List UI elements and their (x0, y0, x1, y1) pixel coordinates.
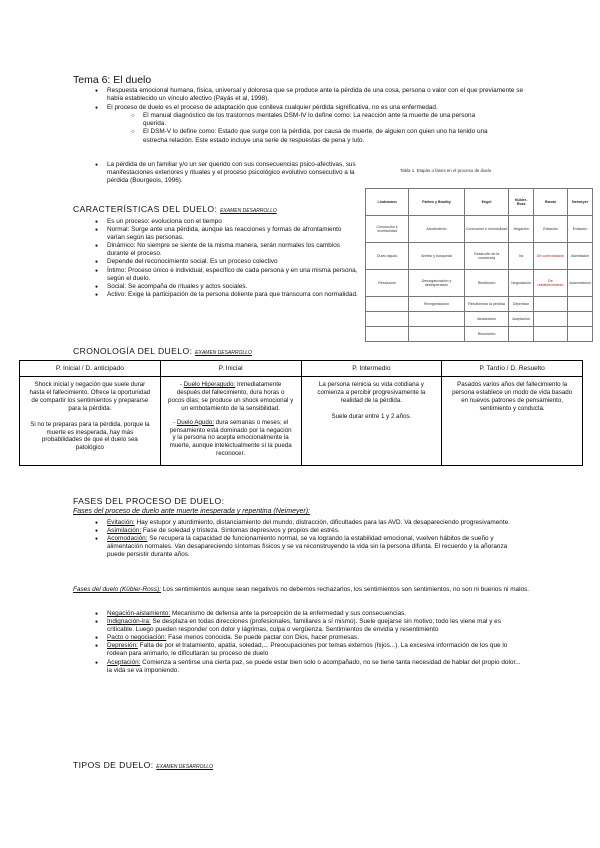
chronology-text: Pasados varios años del fallecimiento la persona establece un modo de vida basado en nuevos patrones de pensamiento, sentimiento y conducta. (452, 381, 573, 412)
stages-cell (366, 297, 409, 312)
chronology-cell (301, 377, 442, 466)
chronology-text: Shock inicial y negación que suele durar hasta el fallecimiento. Ofrece la oportunidad de compartir los sentimientos y prepararse para la pérdida. (29, 381, 151, 412)
chronology-table (19, 360, 583, 466)
intro-bullet-text: La pérdida de un familiar y/o un ser querido con sus consecuencias psico-afectivas, sus manifestaciones exteriores y rituales y el proceso psicológico evolutivo consecutivo a la pérdida (Bourgeois, 1996). (107, 161, 356, 185)
stages-cell: Conmoción e incredulidad (366, 216, 409, 243)
stages-header-cell: Rando (533, 189, 567, 216)
intro-subbullet: ○ El DSM-V lo define como: Estado que surge con la pérdida, por causa de muerte, de alguien con quien uno ha tenido una estrecha relación. Este estado incluye una serie de respuestas de pena y luto. (129, 128, 489, 144)
neimeyer-item (95, 527, 520, 535)
stages-cell (568, 312, 593, 327)
phase-desc: Mecanismo de defensa ante la percepción de la enfermedad y sus consecuencias. (170, 610, 407, 617)
chronology-header-cell: P. Inicial / D. anticipado (20, 361, 161, 377)
intro-bullet-text: El proceso de duelo es el proceso de adaptación que conlleva cualquier pérdida significativa, no es una enfermedad. (107, 104, 438, 112)
kubler-item (95, 659, 525, 675)
phase-desc: Fase menos conocida. Se puede pactar con Dios, hacer promesas. (166, 634, 359, 642)
kubler-intro: Los sentimientos aunque sean negativos no debemos rechazarlos, los sentimientos son sentimientos, no son ni buenos ni malos. (160, 586, 530, 593)
stages-cell: Evitación (533, 216, 567, 243)
neimeyer-item (95, 519, 520, 527)
stages-cell: Conmoción e incredulidad (464, 216, 509, 243)
characteristics-heading-text: CARACTERÍSTICAS DEL DUELO: (73, 204, 218, 214)
neimeyer-title: Fases del proceso de duelo ante muerte inesperada y repentina (Neimeyer): (73, 508, 310, 515)
stages-cell (533, 312, 567, 327)
phase-term: Indignación-ira: (107, 618, 151, 626)
phase-term: Acomodación: (107, 535, 148, 543)
intro-section (95, 87, 535, 145)
stages-cell (366, 327, 409, 342)
stages-cell (366, 312, 409, 327)
phases-heading: FASES DEL PROCESO DE DUELO: (73, 496, 225, 506)
stages-cell: Desarrollo de la conciencia (464, 243, 509, 270)
exam-tag: EXAMEN DESARROLLO (195, 350, 252, 356)
stages-cell (568, 297, 593, 312)
intro-subbullet: ○ El manual diagnóstico de los trastornos mentales DSM-IV lo define como: La reacción ante la muerte de una persona querida. (129, 112, 489, 128)
chronology-header-cell: P. Inicial (160, 361, 301, 377)
characteristics-list (95, 218, 360, 299)
stages-cell (533, 327, 567, 342)
characteristic-item: ● Dinámico: No siempre se siente de la misma manera, serán normales los cambios durante el proceso. (95, 242, 360, 258)
kubler-title: Fases del duelo (Kübler-Ross): (73, 586, 161, 593)
phase-term: Asimilación: (107, 527, 142, 535)
phase-term: Aceptación: (107, 658, 141, 666)
kubler-item (95, 610, 525, 618)
characteristic-item: ● Normal: Surge ante una pérdida, aunque las reacciones y formas de afrontamiento varían según las personas. (95, 226, 360, 242)
stages-cell: Ira (509, 243, 533, 270)
stages-cell: Restitución (464, 270, 509, 297)
phase-term: Negación-aislamiento: (107, 610, 171, 617)
phase-desc: Falta de por el tratamiento, apatía, soledad,... Preocupaciones por temas externos (hijos...). La excesiva información de los que lo rodean para animarlo, le dificultarán su proceso de duelo (107, 642, 508, 658)
chronology-text: Suele durar entre 1 y 2 años. (331, 412, 412, 420)
stages-cell: Negociación (509, 270, 533, 297)
stages-cell (509, 327, 533, 342)
chronology-cell (160, 377, 301, 466)
exam-tag: EXAMEN DESARROLLO (156, 764, 213, 770)
stages-cell: Asimilación (568, 243, 593, 270)
neimeyer-list (95, 519, 520, 559)
stages-cell: Evitación (568, 216, 593, 243)
phase-desc: Fase de soledad y tristeza. Síntomas depresivos y propios del estrés. (141, 527, 340, 535)
chronology-cell (442, 377, 583, 466)
page-title: Tema 6: El duelo (73, 74, 152, 86)
intro-bullet (95, 104, 535, 144)
characteristic-item: ● Íntimo: Proceso único e individual, específico de cada persona y en una misma persona, según el duelo. (95, 267, 360, 283)
stages-cell: Resolviendo la pérdida (464, 297, 509, 312)
stages-cell: Depresión (509, 297, 533, 312)
phase-term: Pacto o negociación: (107, 634, 167, 642)
chronology-text: La persona reinicia su vida cotidiana y comienza a percibir progresivamente la realidad de la pérdida. (317, 381, 426, 404)
kubler-list (95, 610, 525, 675)
intro-bullet (95, 161, 357, 185)
characteristic-item: ● Es un proceso: evoluciona con el tiempo (95, 218, 360, 226)
stages-cell: Duelo agudo (366, 243, 409, 270)
types-heading (73, 760, 213, 770)
phase-desc: Inmediatamente después del fallecimiento, dura horas o pocos días; se produce un shock emocional y un embotamiento de la sensibilidad. (168, 381, 294, 412)
types-heading-text: TIPOS DE DUELO: (73, 760, 154, 770)
exam-tag: EXAMEN DESARROLLO (220, 208, 277, 214)
stages-cell: Resolución (464, 327, 509, 342)
chronology-text: - Duelo Hiperagudo: Inmediatamente después del fallecimiento, dura horas o pocos días; se produce un shock emocional y un embotamiento de la sensibilidad. (168, 381, 294, 412)
stages-cell: Aceptación (509, 312, 533, 327)
kubler-section (73, 586, 543, 594)
phase-desc: Se desplaza en todas direcciones (profesionales, familiares a sí mismo). Suele quejarse sin motivo; todo les viene mal y es criticable. Luego pueden responder con dolor y lágrimas, culpa o vergüenza. Sentimientos de envidia y resentimiento (107, 618, 501, 634)
stages-cell (409, 312, 464, 327)
kubler-item (95, 634, 525, 642)
stages-header-cell: Kübler-Ross (509, 189, 533, 216)
chronology-text: - Duelo Agudo: dura semanas o meses; el pensamiento está dominado por la negación y la persona no acepta emocionalmente la muerte, aunque intelectualmente sí la pueda reconocer. (169, 418, 292, 458)
phase-desc: Se recupera la capacidad de funcionamiento normal, se va logrando la estabilidad emocional, vuelven hábitos de sueño y alimentación normales. Van desapareciendo síntomas físicos y se va reconstruyendo la vida sin la persona difunta. El recuerdo y la añoranza puede persistir durante años. (107, 535, 508, 559)
phase-term: Evitación: (107, 519, 135, 526)
stages-cell: Negación (509, 216, 533, 243)
phase-term: Duelo Agudo: (176, 418, 214, 426)
phase-term: Duelo Hiperagudo: (183, 381, 236, 388)
stages-table-caption: Tabla 1. Etapas o fases en el proceso de duelo (400, 168, 492, 173)
kubler-item (95, 642, 525, 658)
characteristic-item: ● Depende del reconocimiento social. Es un proceso colectivo (95, 258, 360, 266)
stages-cell: Acomodación (568, 270, 593, 297)
stages-cell (409, 327, 464, 342)
stages-header-cell: Engel (464, 189, 509, 216)
kubler-item (95, 618, 525, 634)
stages-header-cell: Neimeyer (568, 189, 593, 216)
stages-header-cell: Parkes y Bowlby (409, 189, 464, 216)
intro-section-2 (95, 161, 357, 185)
intro-bullet (95, 87, 535, 103)
stages-cell: De restablecimiento (533, 270, 567, 297)
stages-cell (533, 297, 567, 312)
stages-cell: Aturdimiento (409, 216, 464, 243)
stages-cell: Idealización (464, 312, 509, 327)
stages-cell: Anhelo y búsqueda (409, 243, 464, 270)
chronology-header-cell: P. Tardío / D. Resuelto (442, 361, 583, 377)
chronology-text: Si no te preparas para la pérdida, porque la muerte es inesperada, hay más probabilidades de que el duelo sea patológico (30, 420, 150, 452)
stages-cell: Desorganización y desesperación (409, 270, 464, 297)
chronology-cell (20, 377, 161, 466)
characteristics-heading (73, 204, 277, 214)
stages-cell: Reorganización (409, 297, 464, 312)
phase-desc: Hay estupor y aturdimiento, distanciamiento del mundo, distracción, dificultades para las AVD. Va desapareciendo progresivamente. (134, 519, 510, 526)
intro-bullet-text: Respuesta emocional humana, física, universal y dolorosa que se produce ante la pérdida de una cosa, persona o valor con el que previamente se había establecido un vínculo afectivo (Payás et al, 1998). (107, 87, 524, 103)
characteristic-item: ● Activo: Exige la participación de la persona doliente para que transcurra con normalidad. (95, 291, 360, 299)
phase-desc: Comienza a sentirse una cierta paz, se puede estar bien solo o acompañado, no se tiene tanta necesidad de hablar del propio dolor... la vida se va imponiendo. (107, 658, 521, 674)
chronology-heading-text: CRONOLOGÍA DEL DUELO: (73, 346, 193, 356)
neimeyer-item (95, 535, 520, 559)
stages-table (365, 188, 593, 342)
characteristic-item: ● Social: Se acompaña de rituales y actos sociales. (95, 283, 360, 291)
stages-cell: Resolución (366, 270, 409, 297)
chronology-heading (73, 346, 252, 356)
phase-desc: dura semanas o meses; el pensamiento está dominado por la negación y la persona no acepta emocionalmente la muerte, aunque intelectualmente sí la pueda reconocer. (169, 418, 292, 458)
phase-term: Depresión: (107, 642, 138, 650)
stages-cell: De confrontación (533, 243, 567, 270)
stages-header-cell: Lindemann (366, 189, 409, 216)
stages-cell (568, 327, 593, 342)
chronology-header-cell: P. Intermedio (301, 361, 442, 377)
